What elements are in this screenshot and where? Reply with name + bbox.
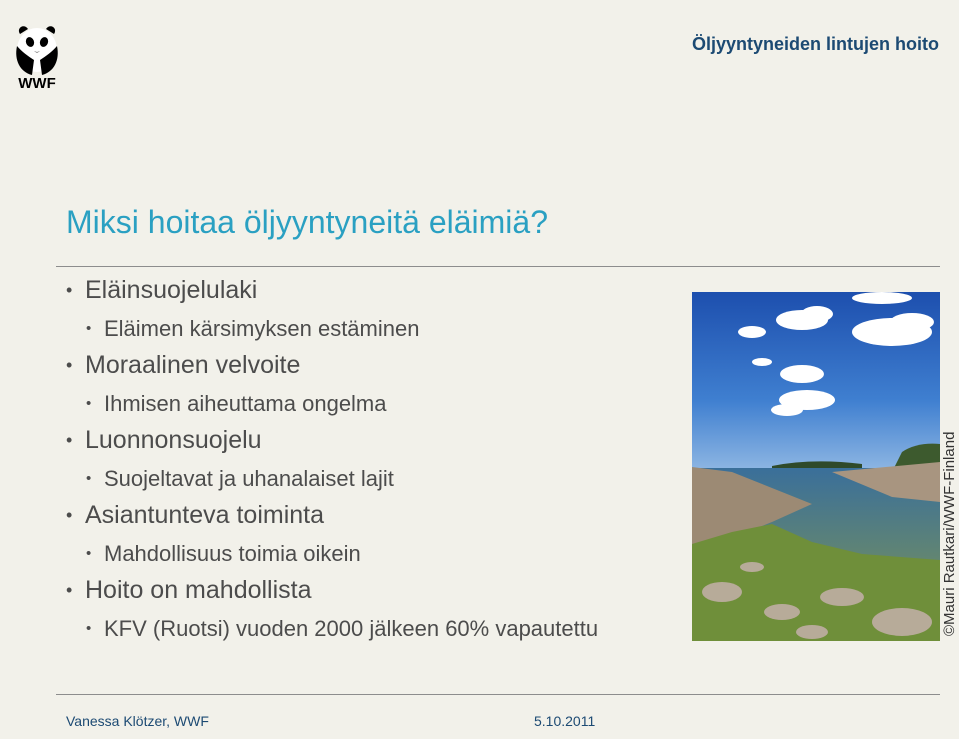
sub-bullet-item (66, 460, 676, 498)
landscape-image (692, 292, 940, 641)
bullet-icon: • (66, 280, 73, 300)
footer-date: 5.10.2011 (534, 713, 596, 729)
bullet-item (66, 422, 676, 460)
header-title: Öljyyntyneiden lintujen hoito (691, 34, 939, 54)
bullet-text: Ihmisen aiheuttama ongelma (104, 390, 387, 416)
sub-bullet-item (66, 385, 676, 423)
wwf-logo (12, 20, 62, 94)
bullet-text: Eläinsuojelulaki (85, 276, 258, 304)
sub-bullet-item (66, 310, 676, 348)
bullet-list (66, 272, 676, 647)
slide-title: Miksi hoitaa öljyyntyneitä eläimiä? (66, 204, 548, 240)
logo-text: WWF (18, 75, 56, 92)
bullet-icon: • (66, 580, 73, 600)
title-divider (56, 266, 940, 267)
bullet-icon: • (86, 619, 92, 637)
bullet-icon: • (86, 469, 92, 487)
bullet-text: Moraalinen velvoite (85, 351, 301, 379)
bullet-icon: • (86, 319, 92, 337)
coastal-landscape-photo (692, 292, 940, 641)
bullet-text: Mahdollisuus toimia oikein (104, 540, 361, 566)
panda-icon (12, 20, 62, 76)
bullet-text: Hoito on mahdollista (85, 576, 312, 604)
photo-credit: ©Mauri Rautkari/WWF-Finland (941, 431, 958, 636)
bullet-icon: • (86, 544, 92, 562)
bullet-item (66, 347, 676, 385)
bullet-text: Asiantunteva toiminta (85, 501, 325, 529)
bullet-item (66, 497, 676, 535)
bullet-text: Luonnonsuojelu (85, 426, 262, 454)
sub-bullet-item (66, 535, 676, 573)
bullet-item (66, 272, 676, 310)
bullet-icon: • (66, 355, 73, 375)
bullet-icon: • (66, 505, 73, 525)
footer-author: Vanessa Klötzer, WWF (66, 713, 209, 729)
bullet-icon: • (86, 394, 92, 412)
bullet-text: Eläimen kärsimyksen estäminen (104, 315, 420, 341)
footer-divider (56, 694, 940, 695)
bullet-text: KFV (Ruotsi) vuoden 2000 jälkeen 60% vapautettu (104, 615, 599, 641)
sub-bullet-item (66, 610, 676, 648)
bullet-icon: • (66, 430, 73, 450)
bullet-text: Suojeltavat ja uhanalaiset lajit (104, 465, 394, 491)
bullet-item (66, 572, 676, 610)
